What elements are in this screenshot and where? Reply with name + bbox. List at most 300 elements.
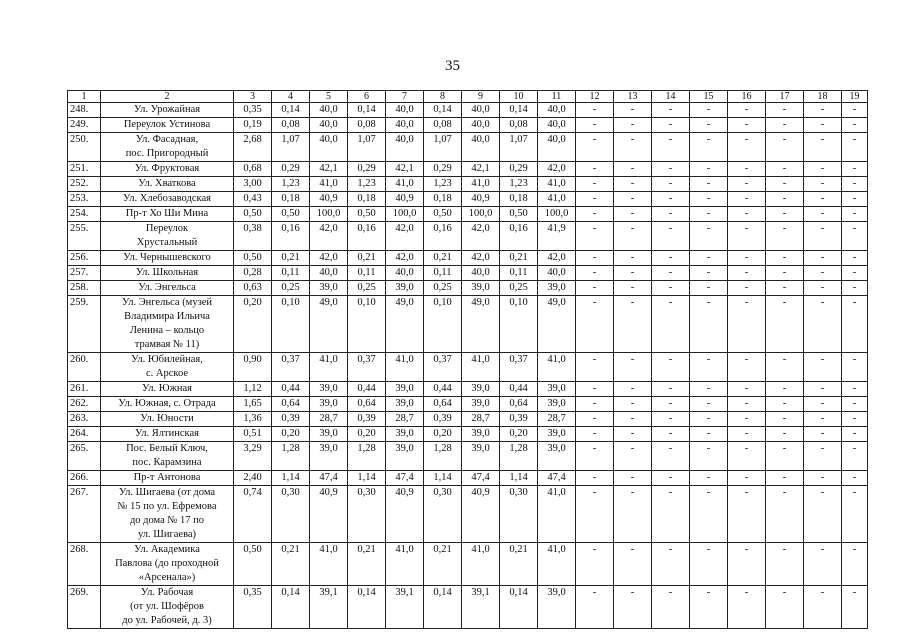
- value-cell: 39,0: [386, 397, 424, 412]
- empty-cell: -: [842, 486, 868, 543]
- value-cell: 100,0: [386, 207, 424, 222]
- empty-cell: -: [842, 281, 868, 296]
- value-cell: 0,64: [500, 397, 538, 412]
- table-row: [68, 281, 868, 296]
- value-cell: 1,28: [272, 442, 310, 471]
- value-cell: 1,07: [424, 133, 462, 162]
- value-cell: 0,50: [500, 207, 538, 222]
- value-cell: 0,11: [500, 266, 538, 281]
- street-name-line: Ул. Хлебозаводская: [123, 193, 211, 204]
- row-number: 264.: [68, 427, 101, 442]
- column-header: 9: [462, 91, 500, 103]
- empty-cell: -: [576, 412, 614, 427]
- value-cell: 1,12: [234, 382, 272, 397]
- value-cell: 100,0: [310, 207, 348, 222]
- value-cell: 0,50: [234, 543, 272, 586]
- empty-cell: -: [804, 543, 842, 586]
- value-cell: 1,65: [234, 397, 272, 412]
- row-number: 252.: [68, 177, 101, 192]
- value-cell: 41,0: [462, 353, 500, 382]
- street-name-line: Хрустальный: [136, 237, 198, 248]
- value-cell: 0,16: [272, 222, 310, 251]
- value-cell: 0,37: [500, 353, 538, 382]
- row-number: 269.: [68, 586, 101, 629]
- value-cell: 40,9: [310, 486, 348, 543]
- row-number: 251.: [68, 162, 101, 177]
- empty-cell: -: [690, 192, 728, 207]
- street-name-line: ул. Шигаева): [137, 529, 197, 540]
- value-cell: 0,39: [348, 412, 386, 427]
- row-number: 268.: [68, 543, 101, 586]
- empty-cell: -: [576, 486, 614, 543]
- empty-cell: -: [652, 486, 690, 543]
- empty-cell: -: [690, 296, 728, 353]
- empty-cell: -: [652, 442, 690, 471]
- street-name-line: пос. Карамзина: [132, 457, 202, 468]
- value-cell: 41,0: [462, 177, 500, 192]
- empty-cell: -: [766, 281, 804, 296]
- empty-cell: -: [690, 266, 728, 281]
- value-cell: 0,44: [500, 382, 538, 397]
- empty-cell: -: [652, 427, 690, 442]
- value-cell: 0,50: [234, 251, 272, 266]
- street-name-line: Ул. Юности: [140, 413, 194, 424]
- empty-cell: -: [728, 162, 766, 177]
- table-row: [68, 207, 868, 222]
- value-cell: 0,44: [272, 382, 310, 397]
- empty-cell: -: [576, 118, 614, 133]
- value-cell: 47,4: [538, 471, 576, 486]
- value-cell: 0,08: [500, 118, 538, 133]
- empty-cell: -: [766, 133, 804, 162]
- table-row: [68, 222, 868, 251]
- empty-cell: -: [842, 207, 868, 222]
- empty-cell: -: [614, 586, 652, 629]
- value-cell: 49,0: [462, 296, 500, 353]
- value-cell: 0,29: [348, 162, 386, 177]
- value-cell: 3,29: [234, 442, 272, 471]
- street-name: [101, 486, 234, 543]
- empty-cell: -: [804, 397, 842, 412]
- value-cell: 40,9: [386, 486, 424, 543]
- street-name-line: до ул. Рабочей, д. 3): [122, 615, 212, 626]
- empty-cell: -: [804, 133, 842, 162]
- empty-cell: -: [690, 281, 728, 296]
- value-cell: 0,50: [234, 207, 272, 222]
- street-name-line: Павлова (до проходной: [115, 558, 219, 569]
- value-cell: 39,0: [386, 442, 424, 471]
- value-cell: 42,0: [538, 162, 576, 177]
- street-name-line: трамвая № 11): [134, 339, 200, 350]
- empty-cell: -: [576, 103, 614, 118]
- empty-cell: -: [652, 266, 690, 281]
- value-cell: 0,10: [272, 296, 310, 353]
- value-cell: 0,39: [272, 412, 310, 427]
- empty-cell: -: [576, 471, 614, 486]
- row-number: 256.: [68, 251, 101, 266]
- table-row: [68, 162, 868, 177]
- value-cell: 39,0: [462, 442, 500, 471]
- column-header: 7: [386, 91, 424, 103]
- empty-cell: -: [690, 251, 728, 266]
- empty-cell: -: [804, 103, 842, 118]
- street-name: [101, 382, 234, 397]
- value-cell: 40,0: [462, 103, 500, 118]
- empty-cell: -: [842, 427, 868, 442]
- empty-cell: -: [766, 192, 804, 207]
- empty-cell: -: [728, 412, 766, 427]
- value-cell: 1,14: [424, 471, 462, 486]
- empty-cell: -: [804, 412, 842, 427]
- value-cell: 42,0: [538, 251, 576, 266]
- empty-cell: -: [614, 222, 652, 251]
- street-name: [101, 251, 234, 266]
- value-cell: 0,25: [500, 281, 538, 296]
- value-cell: 41,9: [538, 222, 576, 251]
- empty-cell: -: [690, 353, 728, 382]
- value-cell: 0,51: [234, 427, 272, 442]
- street-name-line: Ул. Урожайная: [133, 104, 201, 115]
- street-name: [101, 471, 234, 486]
- value-cell: 0,16: [348, 222, 386, 251]
- value-cell: 40,0: [462, 118, 500, 133]
- empty-cell: -: [728, 192, 766, 207]
- empty-cell: -: [614, 486, 652, 543]
- table-row: [68, 543, 868, 586]
- value-cell: 0,37: [424, 353, 462, 382]
- value-cell: 40,9: [310, 192, 348, 207]
- value-cell: 41,0: [462, 543, 500, 586]
- street-name: [101, 412, 234, 427]
- empty-cell: -: [766, 397, 804, 412]
- value-cell: 0,18: [424, 192, 462, 207]
- value-cell: 0,50: [424, 207, 462, 222]
- value-cell: 40,0: [462, 133, 500, 162]
- value-cell: 0,38: [234, 222, 272, 251]
- empty-cell: -: [576, 543, 614, 586]
- empty-cell: -: [576, 382, 614, 397]
- empty-cell: -: [690, 471, 728, 486]
- empty-cell: -: [766, 486, 804, 543]
- column-header: 13: [614, 91, 652, 103]
- empty-cell: -: [576, 586, 614, 629]
- value-cell: 0,25: [424, 281, 462, 296]
- street-name: [101, 177, 234, 192]
- empty-cell: -: [728, 296, 766, 353]
- empty-cell: -: [766, 543, 804, 586]
- empty-cell: -: [576, 353, 614, 382]
- page-number: 35: [445, 58, 460, 74]
- column-header: 8: [424, 91, 462, 103]
- value-cell: 39,0: [538, 442, 576, 471]
- row-number: 259.: [68, 296, 101, 353]
- value-cell: 39,0: [538, 427, 576, 442]
- value-cell: 0,29: [500, 162, 538, 177]
- empty-cell: -: [614, 207, 652, 222]
- value-cell: 39,0: [386, 281, 424, 296]
- empty-cell: -: [614, 427, 652, 442]
- empty-cell: -: [728, 177, 766, 192]
- value-cell: 40,0: [310, 103, 348, 118]
- value-cell: 39,0: [310, 427, 348, 442]
- value-cell: 1,14: [272, 471, 310, 486]
- column-header: 15: [690, 91, 728, 103]
- row-number: 263.: [68, 412, 101, 427]
- table-row: [68, 486, 868, 543]
- value-cell: 42,0: [462, 251, 500, 266]
- empty-cell: -: [728, 281, 766, 296]
- street-name-line: Пр-т Антонова: [133, 472, 201, 483]
- value-cell: 0,35: [234, 103, 272, 118]
- column-header: 17: [766, 91, 804, 103]
- empty-cell: -: [842, 192, 868, 207]
- value-cell: 40,9: [462, 486, 500, 543]
- value-cell: 0,11: [424, 266, 462, 281]
- value-cell: 1,36: [234, 412, 272, 427]
- empty-cell: -: [728, 471, 766, 486]
- value-cell: 39,0: [462, 382, 500, 397]
- empty-cell: -: [690, 222, 728, 251]
- table-row: [68, 397, 868, 412]
- column-header: 18: [804, 91, 842, 103]
- empty-cell: -: [690, 412, 728, 427]
- empty-cell: -: [842, 382, 868, 397]
- value-cell: 1,14: [500, 471, 538, 486]
- value-cell: 0,50: [272, 207, 310, 222]
- table-row: [68, 192, 868, 207]
- value-cell: 42,1: [462, 162, 500, 177]
- table-row: [68, 586, 868, 629]
- value-cell: 0,25: [272, 281, 310, 296]
- empty-cell: -: [766, 266, 804, 281]
- empty-cell: -: [652, 103, 690, 118]
- empty-cell: -: [652, 543, 690, 586]
- value-cell: 0,11: [272, 266, 310, 281]
- value-cell: 28,7: [462, 412, 500, 427]
- empty-cell: -: [614, 296, 652, 353]
- row-number: 266.: [68, 471, 101, 486]
- empty-cell: -: [614, 442, 652, 471]
- empty-cell: -: [576, 427, 614, 442]
- value-cell: 40,0: [386, 266, 424, 281]
- empty-cell: -: [576, 281, 614, 296]
- value-cell: 40,0: [538, 103, 576, 118]
- empty-cell: -: [842, 103, 868, 118]
- row-number: 265.: [68, 442, 101, 471]
- empty-cell: -: [842, 162, 868, 177]
- empty-cell: -: [690, 486, 728, 543]
- empty-cell: -: [728, 586, 766, 629]
- table-row: [68, 353, 868, 382]
- value-cell: 41,0: [538, 353, 576, 382]
- value-cell: 0,39: [424, 412, 462, 427]
- empty-cell: -: [804, 162, 842, 177]
- value-cell: 100,0: [538, 207, 576, 222]
- empty-cell: -: [728, 222, 766, 251]
- empty-cell: -: [804, 266, 842, 281]
- empty-cell: -: [842, 133, 868, 162]
- street-name-line: пос. Пригородный: [125, 148, 209, 159]
- empty-cell: -: [728, 486, 766, 543]
- empty-cell: -: [728, 118, 766, 133]
- empty-cell: -: [766, 162, 804, 177]
- empty-cell: -: [842, 296, 868, 353]
- empty-cell: -: [842, 412, 868, 427]
- empty-cell: -: [842, 251, 868, 266]
- value-cell: 1,23: [348, 177, 386, 192]
- street-name-line: Ул. Ялтинская: [135, 428, 199, 439]
- empty-cell: -: [614, 353, 652, 382]
- value-cell: 42,0: [310, 222, 348, 251]
- empty-cell: -: [652, 162, 690, 177]
- column-header: 19: [842, 91, 868, 103]
- empty-cell: -: [576, 177, 614, 192]
- value-cell: 1,07: [272, 133, 310, 162]
- empty-cell: -: [804, 382, 842, 397]
- value-cell: 1,23: [272, 177, 310, 192]
- empty-cell: -: [652, 281, 690, 296]
- column-header: 3: [234, 91, 272, 103]
- value-cell: 41,0: [386, 177, 424, 192]
- empty-cell: -: [766, 586, 804, 629]
- street-name-line: Пос. Белый Ключ,: [126, 443, 208, 454]
- empty-cell: -: [804, 222, 842, 251]
- empty-cell: -: [614, 133, 652, 162]
- street-name-line: Ул. Энгельса (музей: [121, 297, 213, 308]
- empty-cell: -: [804, 118, 842, 133]
- value-cell: 47,4: [462, 471, 500, 486]
- empty-cell: -: [652, 118, 690, 133]
- empty-cell: -: [766, 251, 804, 266]
- street-name: [101, 266, 234, 281]
- street-name: [101, 281, 234, 296]
- value-cell: 0,74: [234, 486, 272, 543]
- value-cell: 41,0: [538, 177, 576, 192]
- row-number: 250.: [68, 133, 101, 162]
- value-cell: 0,37: [348, 353, 386, 382]
- value-cell: 41,0: [386, 353, 424, 382]
- value-cell: 0,11: [348, 266, 386, 281]
- column-header: 6: [348, 91, 386, 103]
- empty-cell: -: [804, 442, 842, 471]
- empty-cell: -: [690, 103, 728, 118]
- value-cell: 0,18: [272, 192, 310, 207]
- street-name-line: Ул. Южная: [141, 383, 193, 394]
- value-cell: 49,0: [538, 296, 576, 353]
- empty-cell: -: [576, 192, 614, 207]
- value-cell: 39,0: [462, 427, 500, 442]
- column-header: 2: [101, 91, 234, 103]
- empty-cell: -: [728, 397, 766, 412]
- empty-cell: -: [576, 397, 614, 412]
- value-cell: 0,29: [424, 162, 462, 177]
- empty-cell: -: [842, 353, 868, 382]
- street-name-line: Ленина – кольцо: [129, 325, 205, 336]
- street-name-line: № 15 по ул. Ефремова: [117, 501, 217, 512]
- value-cell: 0,14: [272, 586, 310, 629]
- value-cell: 40,0: [538, 133, 576, 162]
- value-cell: 41,0: [538, 543, 576, 586]
- value-cell: 0,08: [272, 118, 310, 133]
- empty-cell: -: [614, 192, 652, 207]
- value-cell: 47,4: [386, 471, 424, 486]
- empty-cell: -: [728, 207, 766, 222]
- empty-cell: -: [728, 266, 766, 281]
- column-header: 5: [310, 91, 348, 103]
- value-cell: 1,07: [500, 133, 538, 162]
- value-cell: 0,21: [272, 251, 310, 266]
- value-cell: 1,23: [500, 177, 538, 192]
- empty-cell: -: [652, 471, 690, 486]
- value-cell: 1,28: [424, 442, 462, 471]
- value-cell: 0,20: [500, 427, 538, 442]
- value-cell: 0,44: [424, 382, 462, 397]
- empty-cell: -: [804, 281, 842, 296]
- value-cell: 49,0: [386, 296, 424, 353]
- empty-cell: -: [576, 207, 614, 222]
- empty-cell: -: [804, 471, 842, 486]
- value-cell: 39,0: [310, 442, 348, 471]
- empty-cell: -: [576, 222, 614, 251]
- value-cell: 0,16: [500, 222, 538, 251]
- empty-cell: -: [614, 162, 652, 177]
- column-header: 4: [272, 91, 310, 103]
- empty-cell: -: [576, 251, 614, 266]
- value-cell: 3,00: [234, 177, 272, 192]
- row-number: 262.: [68, 397, 101, 412]
- header-row: [68, 91, 868, 103]
- value-cell: 39,0: [386, 427, 424, 442]
- empty-cell: -: [728, 353, 766, 382]
- value-cell: 0,21: [500, 251, 538, 266]
- value-cell: 0,64: [272, 397, 310, 412]
- empty-cell: -: [766, 177, 804, 192]
- street-name: [101, 103, 234, 118]
- empty-cell: -: [842, 222, 868, 251]
- value-cell: 0,30: [424, 486, 462, 543]
- empty-cell: -: [766, 353, 804, 382]
- empty-cell: -: [576, 162, 614, 177]
- value-cell: 0,20: [348, 427, 386, 442]
- street-name: [101, 162, 234, 177]
- row-number: 267.: [68, 486, 101, 543]
- empty-cell: -: [614, 543, 652, 586]
- value-cell: 0,63: [234, 281, 272, 296]
- street-name: [101, 427, 234, 442]
- value-cell: 40,0: [386, 118, 424, 133]
- column-header: 10: [500, 91, 538, 103]
- table-row: [68, 251, 868, 266]
- empty-cell: -: [690, 207, 728, 222]
- value-cell: 1,28: [500, 442, 538, 471]
- empty-cell: -: [652, 177, 690, 192]
- row-number: 257.: [68, 266, 101, 281]
- empty-cell: -: [614, 251, 652, 266]
- value-cell: 40,0: [538, 266, 576, 281]
- value-cell: 0,19: [234, 118, 272, 133]
- value-cell: 0,21: [348, 251, 386, 266]
- table-row: [68, 133, 868, 162]
- table-row: [68, 266, 868, 281]
- empty-cell: -: [728, 442, 766, 471]
- empty-cell: -: [690, 427, 728, 442]
- empty-cell: -: [690, 162, 728, 177]
- empty-cell: -: [766, 382, 804, 397]
- street-name: [101, 543, 234, 586]
- value-cell: 41,0: [386, 543, 424, 586]
- value-cell: 0,14: [272, 103, 310, 118]
- value-cell: 40,0: [386, 103, 424, 118]
